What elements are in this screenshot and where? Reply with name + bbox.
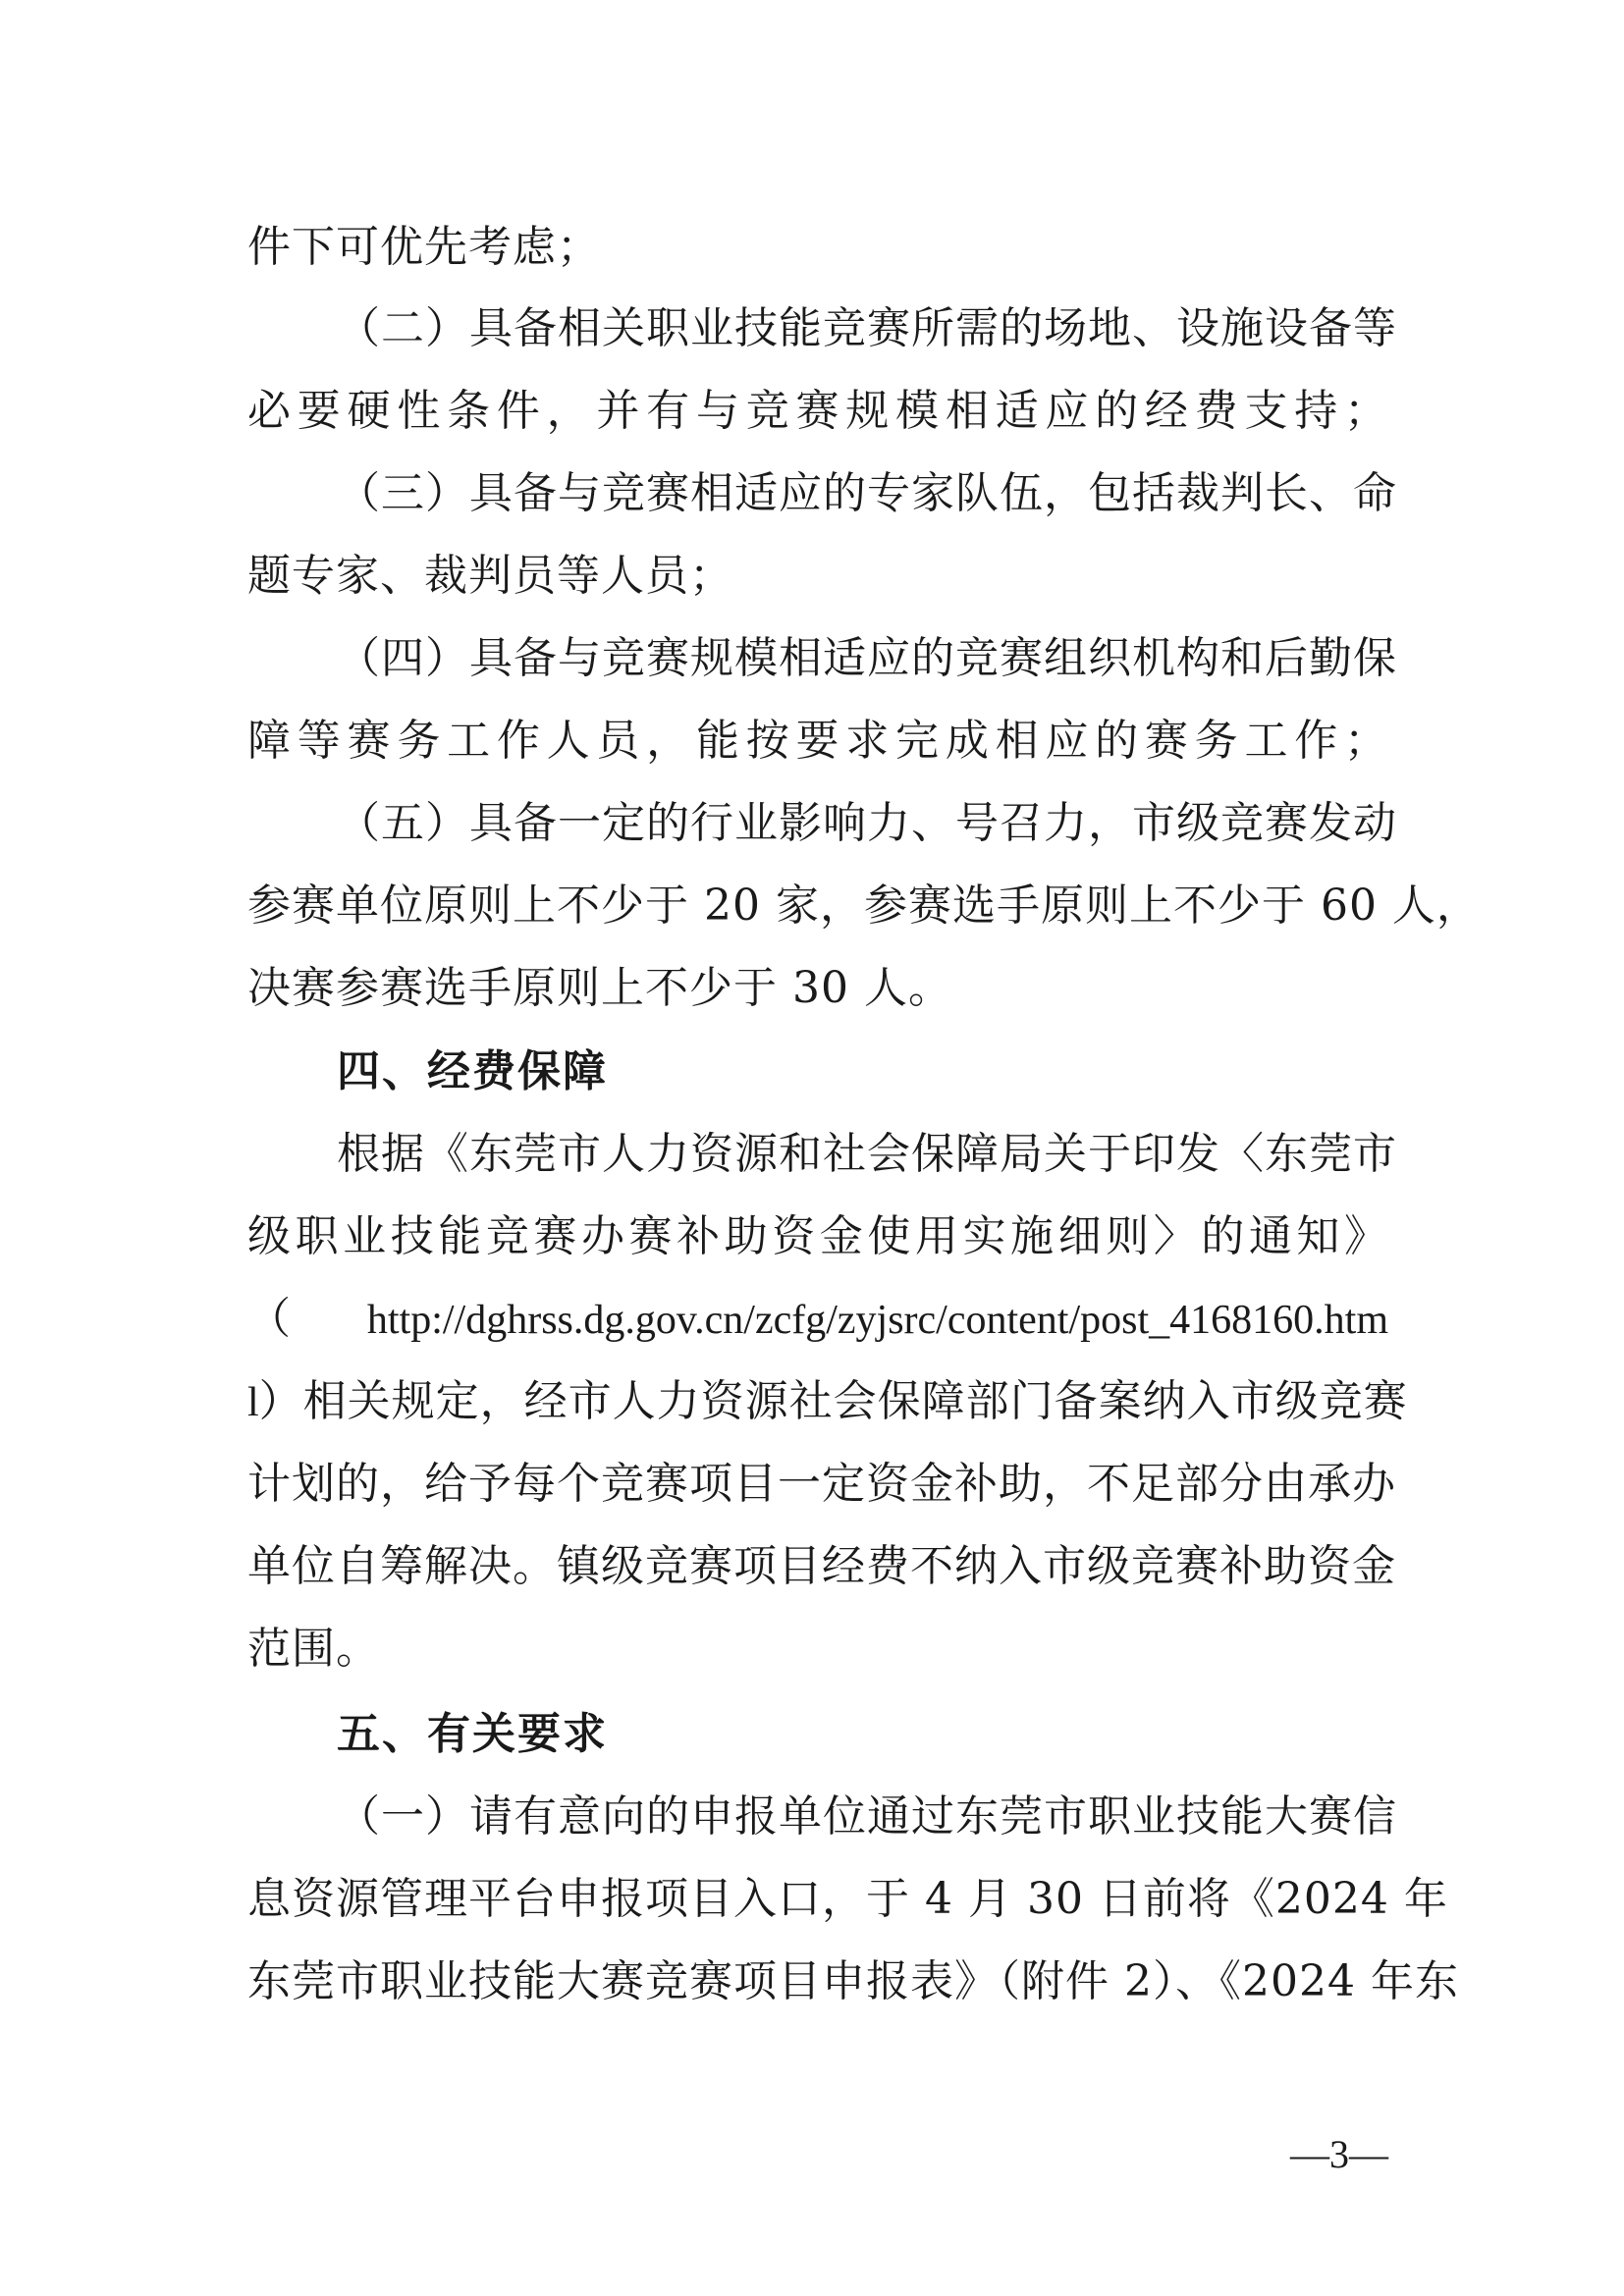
body-line: 参赛单位原则上不少于 20 家，参赛选手原则上不少于 60 人， [247,881,1481,931]
body-line: 题专家、裁判员等人员； [247,551,733,601]
section-heading-funding: 四、经费保障 [337,1046,608,1096]
body-line: （五）具备一定的行业影响力、号召力，市级竞赛发动 [337,798,1397,848]
policy-url-tail[interactable]: l [247,1380,259,1425]
body-line: 障等赛务工作人员，能按要求完成相应的赛务工作； [247,716,1388,766]
body-line: 东莞市职业技能大赛竞赛项目申报表》（附件 2）、《2024 年东 [247,1956,1459,2006]
body-line: （一）请有意向的申报单位通过东莞市职业技能大赛信 [337,1791,1397,1842]
body-line: 根据《东莞市人力资源和社会保障局关于印发〈东莞市 [337,1129,1397,1179]
body-text: ）相关规定，经市人力资源社会保障部门备案纳入市级竞赛 [258,1376,1408,1426]
paren-open: （ [247,1294,322,1344]
policy-url[interactable]: http://dghrss.dg.gov.cn/zcfg/zyjsrc/content/post_4168160.htm [366,1298,1388,1343]
body-line: 计划的，给予每个竞赛项目一定资金补助，不足部分由承办 [247,1459,1396,1509]
body-line: 单位自筹解决。镇级竞赛项目经费不纳入市级竞赛补助资金 [247,1541,1396,1591]
body-line: （三）具备与竞赛相适应的专家队伍，包括裁判长、命 [337,468,1397,518]
body-line: （二）具备相关职业技能竞赛所需的场地、设施设备等 [337,303,1397,353]
body-line: 息资源管理平台申报项目入口，于 4 月 30 日前将《2024 年 [247,1874,1448,1924]
body-line: 件下可优先考虑； [247,222,601,272]
section-heading-requirements: 五、有关要求 [337,1709,608,1759]
policy-link-line [247,1290,1388,1350]
body-line: 决赛参赛选手原则上不少于 30 人。 [247,963,952,1013]
body-line [247,1372,1408,1432]
body-line: 级职业技能竞赛办赛补助资金使用实施细则〉的通知》 [247,1211,1388,1261]
body-line: 范围。 [247,1624,380,1674]
body-line: 必要硬性条件，并有与竞赛规模相适应的经费支持； [247,386,1388,436]
body-line: （四）具备与竞赛规模相适应的竞赛组织机构和后勤保 [337,633,1397,683]
page-number: —3— [1290,2132,1388,2176]
